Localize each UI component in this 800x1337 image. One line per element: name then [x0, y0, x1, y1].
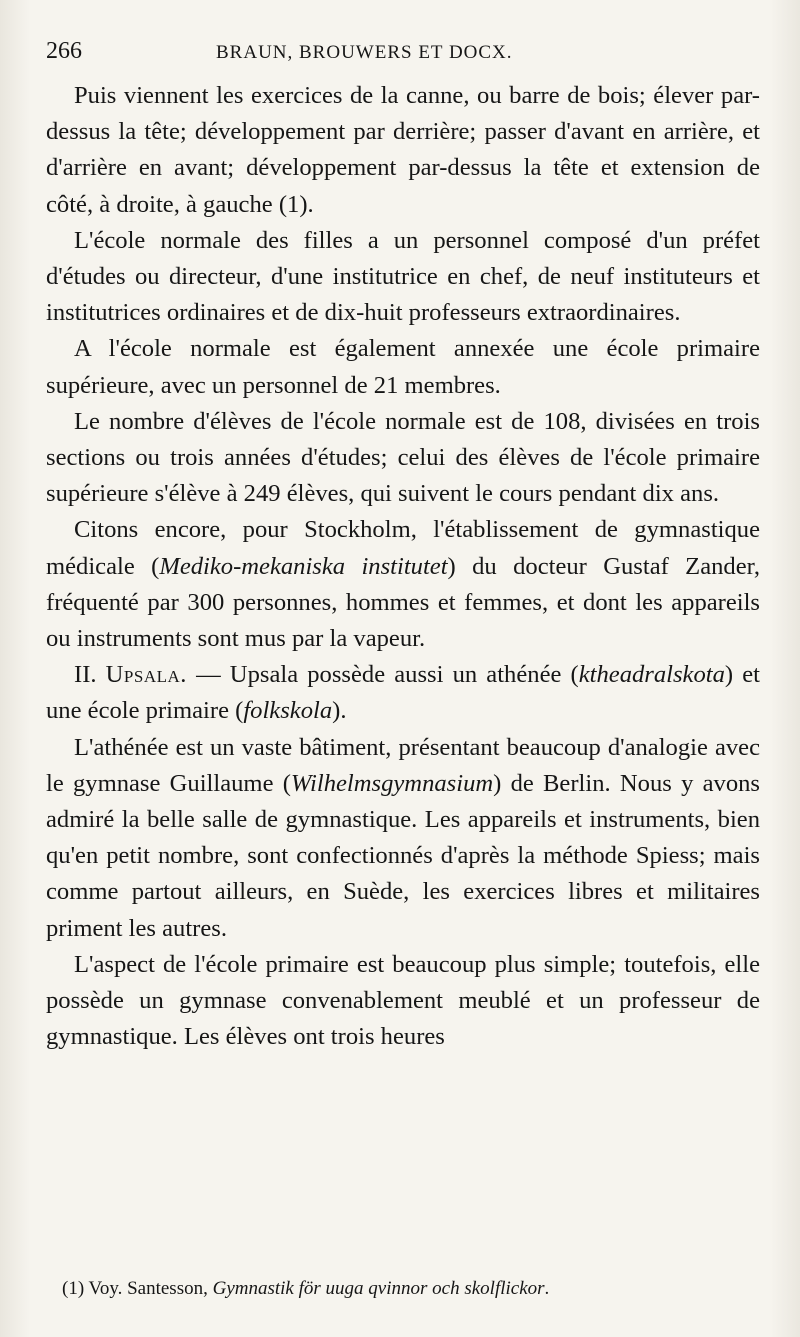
text-run: ) et une école primaire ( — [46, 661, 760, 725]
body-text — [46, 78, 760, 1055]
paragraph-upsala — [46, 657, 760, 729]
paragraph-athenee — [46, 730, 760, 947]
text-run: . — [544, 1278, 550, 1299]
text-run: ). — [332, 697, 347, 725]
text-run: II. — [74, 661, 106, 689]
paragraph-gymnastique-medicale — [46, 512, 760, 657]
text-run: — Upsala possède aussi un athénée ( — [186, 661, 579, 689]
book-title: Gymnastik för uuga qvinnor och skolflickor — [212, 1278, 545, 1299]
section-heading-upsala: Upsala. — [105, 661, 187, 689]
paragraph-ecole-normale-filles: L'école normale des filles a un personnel composé d'un préfet d'études ou directeur, d'une institutrice en chef, de neuf instituteurs et institutrices ordinaires et de dix-huit professeurs extraordinaires. — [46, 226, 760, 327]
swedish-term: ktheadralskota — [578, 661, 725, 689]
paragraph-ecole-primaire-superieure: A l'école normale est également annexée une école primaire supérieure, avec un personnel de 21 membres. — [46, 335, 760, 399]
footnote — [62, 1276, 760, 1302]
running-title: BRAUN, BROUWERS ET DOCX. — [216, 42, 513, 63]
text-run: L'athénée est un vaste bâtiment, présentant beaucoup d'analogie avec le gymnase Guillaume ( — [46, 733, 760, 797]
text-run: ) de Berlin. Nous y avons admiré la belle salle de gymnastique. Les appareils et instruments, bien qu'en petit nombre, sont confectionnés d'après la méthode Spiess; mais comme partout ailleurs, en Suède, les exercices libres et militaires priment les autres. — [46, 769, 760, 942]
text-run: Citons encore, pour Stockholm, l'établissement de gymnastique médicale ( — [46, 516, 760, 580]
paragraph-ecole-primaire: L'aspect de l'école primaire est beaucoup plus simple; toutefois, elle possède un gymnase convenablement meublé et un professeur de gymnastique. Les élèves ont trois heures — [46, 950, 760, 1051]
german-term: Wilhelmsgymnasium — [290, 769, 494, 797]
text-run: ) du docteur Gustaf Zander, fréquenté par 300 personnes, hommes et femmes, et dont les appareils ou instruments sont mus par la vapeur. — [46, 552, 760, 653]
page-number: 266 — [46, 38, 82, 64]
paragraph-nombre-eleves: Le nombre d'élèves de l'école normale est de 108, divisées en trois sections ou trois années d'études; celui des élèves de l'école primaire supérieure s'élève à 249 élèves, qui suivent le cours pendant dix ans. — [46, 407, 760, 508]
running-header — [46, 38, 760, 78]
institute-name: Mediko-mekaniska institutet — [159, 552, 448, 580]
paragraph-canne: Puis viennent les exercices de la canne, ou barre de bois; élever par-dessus la tête; développement par derrière; passer d'avant en arrière, et d'arrière en avant; développement par-dessus la tête et extension de côté, à droite, à gauche (1). — [46, 82, 760, 218]
text-run: (1) Voy. Santesson, — [62, 1278, 213, 1299]
swedish-term: folkskola — [243, 697, 333, 725]
